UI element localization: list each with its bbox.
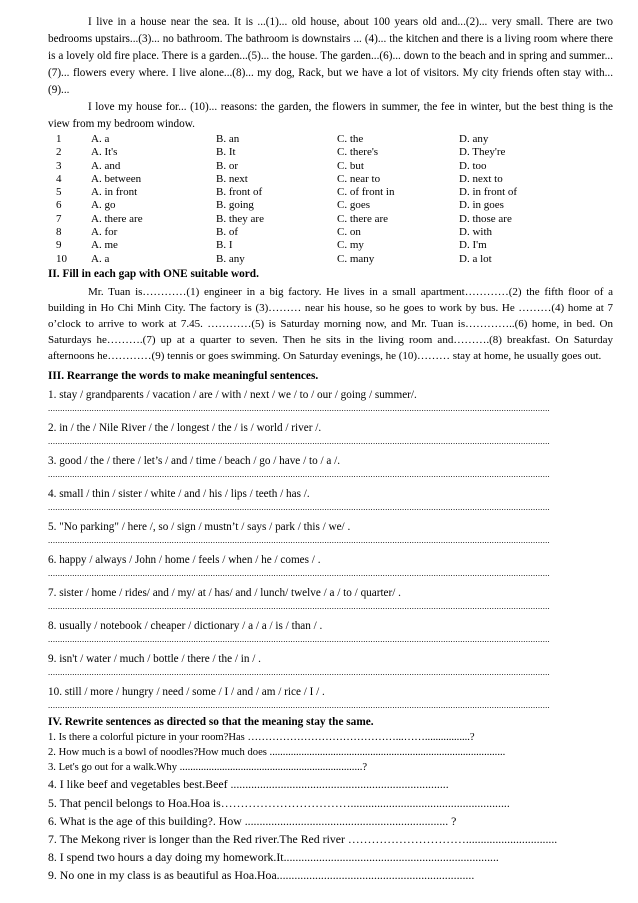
- worksheet-page: [48, 14, 613, 885]
- option-b: B. of: [216, 226, 238, 239]
- rearrange-item: 6. happy / always / John / home / feels / when / he / comes / .: [48, 553, 321, 566]
- option-a: A. and: [91, 159, 121, 172]
- option-number: 4: [56, 172, 62, 185]
- rearrange-item: 10. still / more / hungry / need / some / I / and / am / rice / I / .: [48, 685, 325, 698]
- option-d: D. a lot: [459, 252, 492, 265]
- option-b: B. next: [216, 172, 248, 185]
- option-row: [56, 199, 517, 212]
- option-c: C. on: [337, 226, 361, 239]
- answer-line[interactable]: ...............................................................................................................................................................................................................: [48, 567, 550, 578]
- option-row: [56, 186, 517, 199]
- answer-line[interactable]: ...............................................................................................................................................................................................................: [48, 402, 550, 413]
- option-b: B. or: [216, 159, 238, 172]
- option-row: [56, 133, 517, 146]
- option-row: [56, 146, 517, 159]
- option-c: C. of front in: [337, 186, 395, 199]
- section-4-items: [48, 731, 613, 885]
- option-number: 8: [56, 226, 62, 239]
- rearrange-item: 7. sister / home / rides/ and / my/ at / has/ and / lunch/ twelve / a / to / quarter/ .: [48, 586, 401, 599]
- option-number: 3: [56, 159, 62, 172]
- section-3-items: [48, 388, 613, 710]
- options-table: [56, 133, 517, 266]
- option-a: A. It's: [91, 146, 118, 159]
- option-row: [56, 173, 517, 186]
- option-number: 6: [56, 199, 62, 212]
- option-c: C. near to: [337, 172, 381, 185]
- rewrite-item: 6. What is the age of this building?. How ..................................................................... ?: [48, 813, 457, 828]
- option-b: B. an: [216, 133, 240, 145]
- option-b: B. going: [216, 199, 254, 212]
- rewrite-item: 7. The Mekong river is longer than the Red river.The Red river …………………………...............................: [48, 831, 558, 846]
- option-c: C. there's: [337, 146, 379, 159]
- option-b: B. I: [216, 239, 233, 252]
- rearrange-item: 3. good / the / there / let’s / and / time / beach / go / have / to / a /.: [48, 454, 341, 467]
- rearrange-item: 1. stay / grandparents / vacation / are / with / next / we / to / our / going / summer/.: [48, 388, 417, 401]
- option-a: A. there are: [91, 212, 143, 225]
- option-number: 5: [56, 186, 62, 199]
- option-number: 10: [56, 252, 67, 265]
- option-d: D. They're: [459, 146, 506, 159]
- rearrange-item: 8. usually / notebook / cheaper / dictionary / a / a / is / than / .: [48, 619, 323, 632]
- rearrange-item: 2. in / the / Nile River / the / longest / the / is / world / river /.: [48, 421, 322, 434]
- option-number: 1: [56, 133, 62, 145]
- answer-line[interactable]: ...............................................................................................................................................................................................................: [48, 501, 550, 512]
- option-a: A. for: [91, 226, 118, 239]
- option-row: [56, 253, 517, 266]
- option-d: D. too: [459, 159, 487, 172]
- option-c: C. goes: [337, 199, 370, 212]
- option-c: C. but: [337, 159, 364, 172]
- answer-line[interactable]: ...............................................................................................................................................................................................................: [48, 468, 550, 479]
- answer-line[interactable]: ...............................................................................................................................................................................................................: [48, 699, 550, 710]
- option-b: B. It: [216, 146, 236, 159]
- rearrange-item: 5. "No parking" / here /, so / sign / mustn’t / says / park / this / we/ .: [48, 520, 351, 533]
- section-2-heading: II. Fill in each gap with ONE suitable word.: [48, 267, 259, 280]
- answer-line[interactable]: ...............................................................................................................................................................................................................: [48, 633, 550, 644]
- option-row: [56, 226, 517, 239]
- option-d: D. any: [459, 133, 489, 145]
- option-a: A. a: [91, 133, 110, 145]
- rewrite-item: 1. Is there a colorful picture in your room?Has ……………………………………...…….................?: [48, 731, 475, 743]
- option-row: [56, 160, 517, 173]
- answer-line[interactable]: ...............................................................................................................................................................................................................: [48, 600, 550, 611]
- reading-paragraph-2: I love my house for... (10)... reasons: the garden, the flowers in summer, the fee in winter, but the best thing is the view from my bedroom window.: [48, 101, 613, 130]
- answer-line[interactable]: ...............................................................................................................................................................................................................: [48, 534, 550, 545]
- option-number: 2: [56, 146, 62, 159]
- option-a: A. me: [91, 239, 118, 252]
- option-a: A. in front: [91, 186, 138, 199]
- option-a: A. go: [91, 199, 116, 212]
- option-number: 7: [56, 212, 62, 225]
- option-b: B. any: [216, 252, 245, 265]
- option-row: [56, 239, 517, 252]
- option-d: D. those are: [459, 212, 512, 225]
- section-3-heading: III. Rearrange the words to make meaningful sentences.: [48, 369, 319, 382]
- rewrite-item: 9. No one in my class is as beautiful as Hoa.Hoa...................................................................: [48, 868, 475, 883]
- section-2-text: Mr. Tuan is…………(1) engineer in a big factory. He lives in a small apartment…………(2) the fifth floor of a building in Ho Chi Minh City. The factory is (3)……… near his house, so he goes to work by bus. He ………(4) home at 7 o’clock to arrive to work at 7.45. …………(5) is Saturday morning now, and Mr. Tuan is…………..(6) home, in bed. On Saturdays he……….(7) up at a quarter to seven. Then he sits in the living room and……….(8) breakfast. On Saturday afternoons he…………(9) tennis or goes swimming. On Saturday evenings, he (10)……… stay at home, he usually goes out.: [48, 285, 613, 362]
- section-4-heading: IV. Rewrite sentences as directed so that the meaning stay the same.: [48, 715, 374, 728]
- option-d: D. in front of: [459, 186, 518, 199]
- rearrange-item: 9. isn't / water / much / bottle / there / the / in / .: [48, 652, 261, 665]
- option-c: C. there are: [337, 212, 388, 225]
- rewrite-item: 8. I spend two hours a day doing my homework.It.........................................................................: [48, 850, 499, 865]
- option-a: A. a: [91, 252, 110, 265]
- rewrite-item: 5. That pencil belongs to Hoa.Hoa is……………………………......................................................: [48, 795, 510, 810]
- reading-paragraph-1: I live in a house near the sea. It is ...(1)... old house, about 100 years old and...(2)... very small. There are two bedrooms upstairs...(3)... no bathroom. The bathroom is downstairs ... (4)... the kitchen and there is a living room where there is a lovely old fire place. There is a garden...(5)... the house. The garden...(6)... down to the beach and in spring and summer...(7)... flowers every where. I live alone...(8)... my dog, Rack, but we have a lot of visitors. My city friends often stay with...(9)...: [48, 16, 613, 96]
- option-a: A. between: [91, 172, 142, 185]
- option-c: C. many: [337, 252, 375, 265]
- option-c: C. my: [337, 239, 364, 252]
- option-d: D. in goes: [459, 199, 504, 212]
- rewrite-item: 2. How much is a bowl of noodles?How much does .........................................................................................: [48, 746, 506, 758]
- option-number: 9: [56, 239, 62, 252]
- answer-line[interactable]: ...............................................................................................................................................................................................................: [48, 666, 550, 677]
- answer-line[interactable]: ...............................................................................................................................................................................................................: [48, 435, 550, 446]
- option-d: D. next to: [459, 172, 503, 185]
- option-row: [56, 213, 517, 226]
- option-d: D. I'm: [459, 239, 487, 252]
- option-b: B. front of: [216, 186, 263, 199]
- rewrite-item: 3. Let's go out for a walk.Why .....................................................................?: [48, 761, 368, 773]
- rearrange-item: 4. small / thin / sister / white / and / his / lips / teeth / has /.: [48, 487, 310, 500]
- option-d: D. with: [459, 226, 492, 239]
- rewrite-item: 4. I like beef and vegetables best.Beef ..........................................................................: [48, 777, 449, 792]
- option-c: C. the: [337, 133, 364, 145]
- option-b: B. they are: [216, 212, 264, 225]
